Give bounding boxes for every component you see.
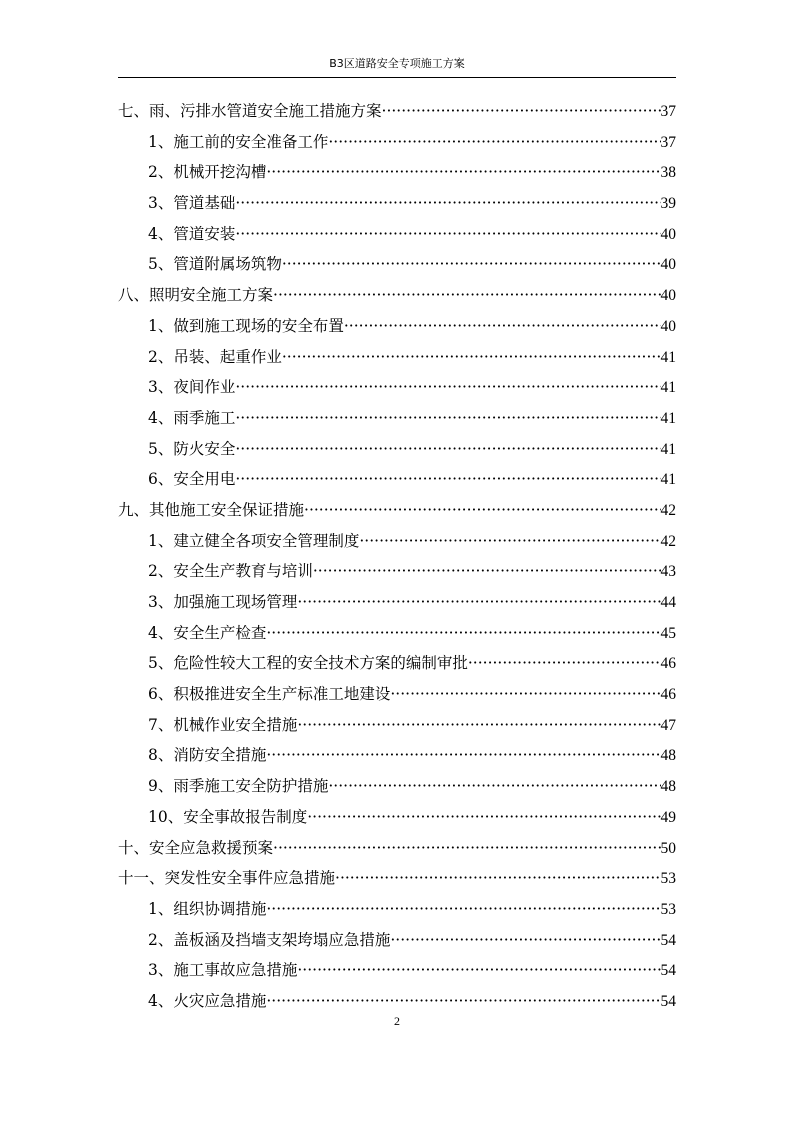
toc-entry-page-number: 38 bbox=[660, 164, 676, 182]
toc-dot-leader bbox=[282, 348, 661, 366]
page-number: 2 bbox=[394, 1014, 400, 1028]
toc-subsection-entry[interactable] bbox=[118, 467, 676, 498]
toc-dot-leader bbox=[344, 317, 661, 335]
toc-entry-page-number: 46 bbox=[660, 655, 676, 673]
toc-dot-leader bbox=[235, 440, 660, 458]
toc-dot-leader bbox=[304, 501, 660, 519]
toc-entry-page-number: 54 bbox=[660, 992, 676, 1010]
toc-entry-page-number: 46 bbox=[660, 686, 676, 704]
toc-subsection-entry[interactable] bbox=[118, 559, 676, 590]
toc-dot-leader bbox=[390, 685, 660, 703]
toc-entry-page-number: 39 bbox=[660, 195, 676, 213]
toc-dot-leader bbox=[359, 532, 660, 550]
toc-subsection-entry[interactable] bbox=[118, 805, 676, 836]
toc-dot-leader bbox=[235, 225, 660, 243]
toc-entry-page-number: 53 bbox=[660, 870, 676, 888]
toc-entry-title: 5、管道附属场筑物 bbox=[148, 255, 282, 274]
toc-entry-title: 1、施工前的安全准备工作 bbox=[148, 132, 329, 151]
toc-subsection-entry[interactable] bbox=[118, 406, 676, 437]
toc-subsection-entry[interactable] bbox=[118, 928, 676, 959]
toc-dot-leader bbox=[468, 654, 661, 672]
toc-entry-page-number: 53 bbox=[660, 900, 676, 918]
toc-dot-leader bbox=[273, 839, 660, 857]
toc-entry-page-number: 45 bbox=[660, 624, 676, 642]
toc-dot-leader bbox=[235, 378, 660, 396]
toc-entry-page-number: 40 bbox=[660, 287, 676, 305]
toc-entry-page-number: 42 bbox=[660, 501, 676, 519]
toc-entry-page-number: 41 bbox=[660, 471, 676, 489]
toc-subsection-entry[interactable] bbox=[118, 375, 676, 406]
toc-entry-title: 七、雨、污排水管道安全施工措施方案 bbox=[118, 102, 382, 120]
toc-entry-page-number: 37 bbox=[660, 103, 676, 120]
running-header: B3区道路安全专项施工方案 bbox=[329, 57, 465, 70]
toc-dot-leader bbox=[335, 869, 660, 887]
toc-entry-title: 3、加强施工现场管理 bbox=[148, 593, 298, 611]
toc-entry-page-number: 40 bbox=[660, 225, 676, 243]
toc-entry-title: 4、火灾应急措施 bbox=[148, 991, 267, 1010]
toc-subsection-entry[interactable] bbox=[118, 774, 676, 805]
toc-dot-leader bbox=[266, 900, 660, 918]
header-divider bbox=[118, 77, 676, 78]
toc-entry-title: 十一、突发性安全事件应急措施 bbox=[118, 869, 336, 888]
toc-entry-title: 3、管道基础 bbox=[148, 194, 236, 213]
toc-section-entry[interactable] bbox=[118, 866, 676, 897]
toc-entry-page-number: 50 bbox=[660, 839, 676, 857]
toc-dot-leader bbox=[328, 777, 660, 795]
toc-entry-title: 1、组织协调措施 bbox=[148, 899, 267, 918]
toc-entry-page-number: 44 bbox=[660, 594, 676, 611]
toc-dot-leader bbox=[328, 133, 660, 151]
toc-entry-page-number: 41 bbox=[660, 440, 676, 458]
toc-subsection-entry[interactable] bbox=[118, 130, 676, 161]
toc-entry-title: 3、施工事故应急措施 bbox=[148, 961, 298, 980]
toc-entry-title: 5、危险性较大工程的安全技术方案的编制审批 bbox=[148, 654, 468, 673]
toc-dot-leader bbox=[390, 931, 660, 949]
toc-entry-page-number: 37 bbox=[660, 133, 676, 151]
toc-entry-title: 八、照明安全施工方案 bbox=[118, 286, 274, 305]
toc-subsection-entry[interactable] bbox=[118, 958, 676, 989]
toc-subsection-entry[interactable] bbox=[118, 252, 676, 283]
toc-entry-title: 6、积极推进安全生产标准工地建设 bbox=[148, 685, 391, 704]
toc-subsection-entry[interactable] bbox=[118, 314, 676, 345]
toc-subsection-entry[interactable] bbox=[118, 682, 676, 713]
toc-subsection-entry[interactable] bbox=[118, 222, 676, 253]
toc-entry-page-number: 41 bbox=[660, 409, 676, 427]
toc-entry-title: 6、安全用电 bbox=[148, 470, 236, 489]
toc-subsection-entry[interactable] bbox=[118, 529, 676, 560]
toc-subsection-entry[interactable] bbox=[118, 713, 676, 744]
toc-entry-page-number: 40 bbox=[660, 317, 676, 335]
toc-section-entry[interactable] bbox=[118, 498, 676, 529]
toc-dot-leader bbox=[235, 409, 660, 427]
toc-section-entry[interactable] bbox=[118, 283, 676, 314]
toc-entry-title: 2、机械开挖沟槽 bbox=[148, 163, 267, 182]
toc-entry-title: 8、消防安全措施 bbox=[148, 746, 267, 765]
toc-subsection-entry[interactable] bbox=[118, 897, 676, 928]
toc-subsection-entry[interactable] bbox=[118, 345, 676, 376]
toc-entry-page-number: 54 bbox=[660, 931, 676, 949]
toc-entry-page-number: 42 bbox=[660, 532, 676, 550]
toc-dot-leader bbox=[235, 470, 660, 488]
toc-entry-title: 1、建立健全各项安全管理制度 bbox=[148, 531, 360, 550]
toc-entry-page-number: 49 bbox=[660, 808, 676, 826]
toc-subsection-entry[interactable] bbox=[118, 191, 676, 222]
toc-subsection-entry[interactable] bbox=[118, 743, 676, 774]
toc-dot-leader bbox=[282, 255, 661, 273]
toc-entry-title: 5、防火安全 bbox=[148, 439, 236, 458]
toc-entry-title: 2、盖板涵及挡墙支架垮塌应急措施 bbox=[148, 930, 391, 949]
toc-dot-leader bbox=[297, 716, 660, 734]
toc-entry-title: 3、夜间作业 bbox=[148, 378, 236, 397]
toc-dot-leader bbox=[307, 808, 660, 826]
toc-dot-leader bbox=[266, 992, 660, 1010]
toc-entry-page-number: 48 bbox=[660, 747, 676, 765]
toc-subsection-entry[interactable] bbox=[118, 437, 676, 468]
toc-entry-page-number: 41 bbox=[660, 379, 676, 397]
toc-entry-title: 7、机械作业安全措施 bbox=[148, 715, 298, 734]
toc-subsection-entry[interactable] bbox=[118, 160, 676, 191]
toc-dot-leader bbox=[235, 194, 660, 212]
toc-entry-page-number: 43 bbox=[660, 563, 676, 581]
toc-entry-title: 4、雨季施工 bbox=[148, 408, 236, 427]
toc-entry-page-number: 47 bbox=[660, 716, 676, 734]
toc-section-entry[interactable] bbox=[118, 836, 676, 867]
toc-dot-leader bbox=[297, 961, 660, 979]
toc-entry-title: 1、做到施工现场的安全布置 bbox=[148, 316, 344, 335]
toc-entry-title: 10、安全事故报告制度 bbox=[148, 807, 308, 826]
toc-subsection-entry[interactable] bbox=[118, 621, 676, 652]
toc-dot-leader bbox=[266, 163, 660, 181]
toc-entry-title: 4、管道安装 bbox=[148, 224, 236, 243]
toc-entry-title: 4、安全生产检查 bbox=[148, 623, 267, 642]
toc-dot-leader bbox=[382, 102, 661, 120]
toc-entry-page-number: 54 bbox=[660, 962, 676, 980]
toc-entry-title: 十、安全应急救援预案 bbox=[118, 838, 274, 857]
toc-dot-leader bbox=[266, 746, 660, 764]
toc-entry-page-number: 40 bbox=[660, 256, 676, 274]
toc-entry-title: 2、安全生产教育与培训 bbox=[148, 562, 313, 581]
toc-dot-leader bbox=[313, 562, 661, 580]
toc-dot-leader bbox=[273, 286, 660, 304]
toc-dot-leader bbox=[266, 624, 660, 642]
toc-entry-title: 九、其他施工安全保证措施 bbox=[118, 500, 305, 519]
toc-section-entry[interactable] bbox=[118, 99, 676, 130]
table-of-contents bbox=[118, 99, 676, 1020]
toc-subsection-entry[interactable] bbox=[118, 651, 676, 682]
toc-entry-page-number: 48 bbox=[660, 778, 676, 796]
toc-dot-leader bbox=[297, 593, 660, 611]
toc-entry-title: 9、雨季施工安全防护措施 bbox=[148, 777, 329, 796]
toc-entry-page-number: 41 bbox=[660, 348, 676, 366]
toc-subsection-entry[interactable] bbox=[118, 590, 676, 621]
toc-entry-title: 2、吊装、起重作业 bbox=[148, 347, 282, 366]
